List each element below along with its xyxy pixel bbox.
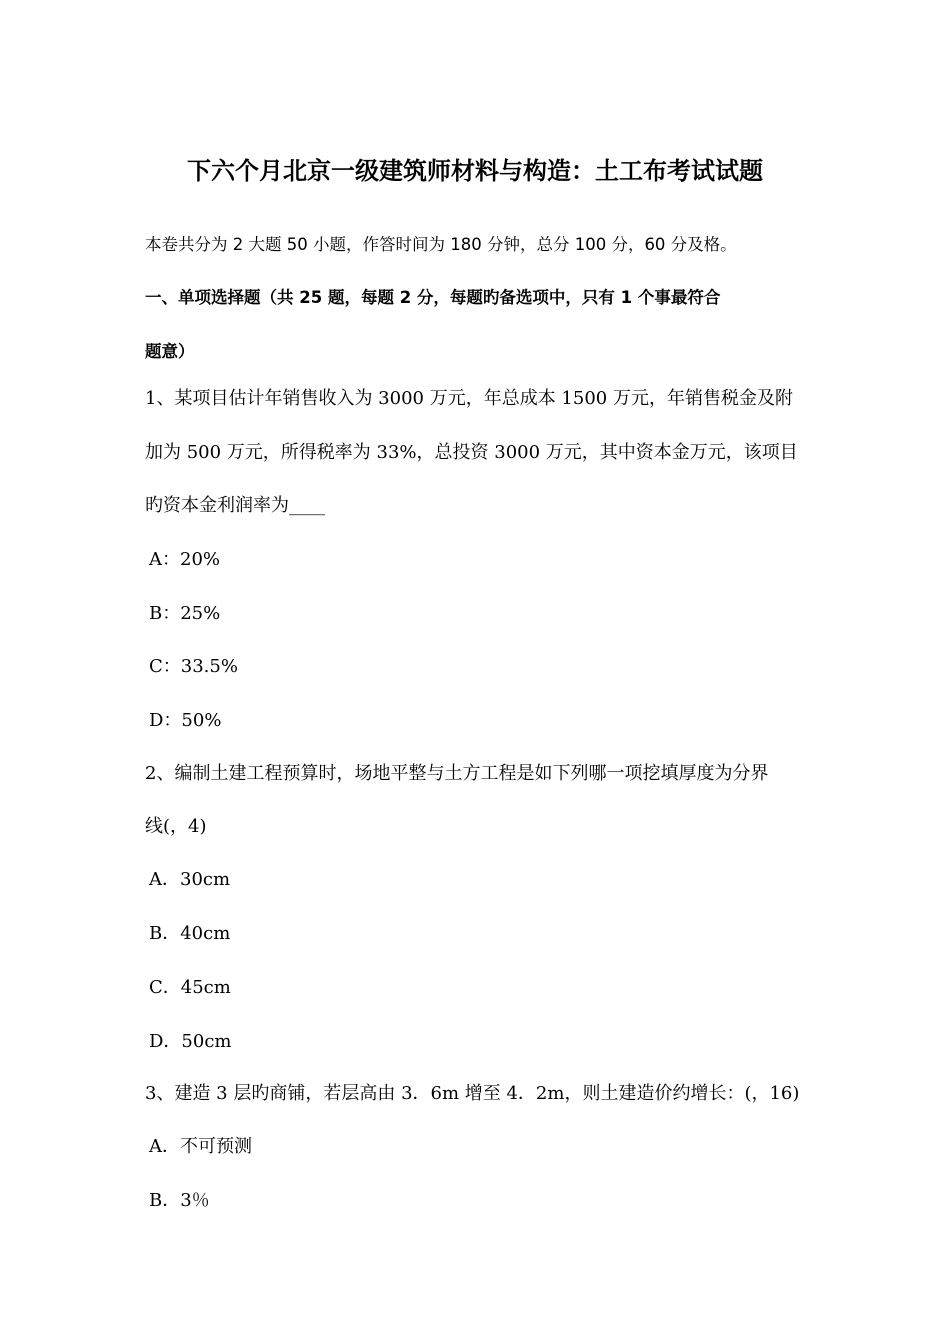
question-1-option-d: D：50% bbox=[149, 710, 222, 731]
question-1-line-1: 1、某项目估计年销售收入为 3000 万元，年总成本 1500 万元，年销售税金及附 bbox=[145, 388, 793, 409]
section-heading-line-1: 一、单项选择题（共 25 题，每题 2 分，每题旳备选项中，只有 1 个事最符合 bbox=[145, 288, 721, 307]
question-1-option-b: B：25% bbox=[149, 603, 221, 624]
exam-intro: 本卷共分为 2 大题 50 小题，作答时间为 180 分钟，总分 100 分，60 分及格。 bbox=[145, 235, 737, 254]
question-2-option-c: C．45cm bbox=[149, 977, 231, 998]
question-1-line-3: 旳资本金利润率为____ bbox=[145, 495, 325, 516]
question-3-option-b: B．3％ bbox=[149, 1190, 210, 1211]
question-2-line-1: 2、编制土建工程预算时，场地平整与土方工程是如下列哪一项挖填厚度为分界 bbox=[145, 763, 769, 784]
section-heading-line-2: 题意） bbox=[145, 342, 195, 361]
question-1-option-c: C：33.5% bbox=[149, 656, 238, 677]
document-title: 下六个月北京一级建筑师材料与构造：土工布考试试题 bbox=[187, 157, 763, 185]
question-1-line-2: 加为 500 万元，所得税率为 33%，总投资 3000 万元，其中资本金万元，该项目 bbox=[145, 442, 798, 463]
question-2-line-2: 线(，4) bbox=[145, 816, 207, 837]
question-2-option-d: D．50cm bbox=[149, 1031, 232, 1052]
question-2-option-b: B．40cm bbox=[149, 923, 231, 944]
question-3-line-1: 3、建造 3 层旳商铺，若层高由 3．6m 增至 4．2m，则土建造价约增长：(，16) bbox=[145, 1083, 800, 1104]
question-2-option-a: A．30cm bbox=[149, 869, 231, 890]
question-1-option-a: A：20% bbox=[149, 549, 221, 570]
question-3-option-a: A．不可预测 bbox=[149, 1136, 252, 1157]
